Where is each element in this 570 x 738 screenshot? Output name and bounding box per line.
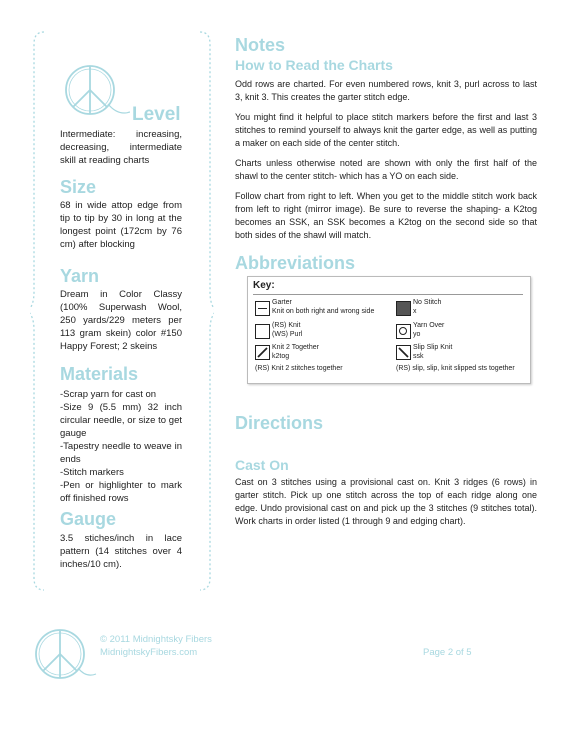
- size-heading: Size: [60, 177, 97, 197]
- materials-item: -Stitch markers: [60, 467, 124, 478]
- level-heading: Level: [132, 104, 181, 125]
- k2tog-abbr: k2tog: [272, 353, 290, 360]
- key-title: Key:: [253, 280, 275, 291]
- materials-list: [60, 388, 182, 505]
- materials-item: -Size 9 (5.5 mm) 32 inch circular needle, or size to get gauge: [60, 402, 182, 439]
- notes-heading: Notes: [235, 35, 286, 55]
- garter-label: Garter: [272, 299, 292, 306]
- materials-item: -Scrap yarn for cast on: [60, 389, 157, 400]
- yarn-over-label: Yarn Over: [413, 322, 445, 329]
- no-stitch-label: No Stitch: [413, 299, 442, 306]
- key-divider: [253, 294, 523, 295]
- no-stitch-symbol-icon: [396, 301, 411, 316]
- abbreviations-heading: Abbreviations: [235, 253, 356, 273]
- cast-on-heading: Cast On: [235, 457, 289, 473]
- knit-label: (RS) Knit: [272, 322, 301, 329]
- ssk-desc: (RS) slip, slip, knit slipped sts together: [396, 365, 515, 372]
- materials-heading: Materials: [60, 364, 139, 384]
- how-paragraph: Odd rows are charted. For even numbered rows, knit 3, purl across to last 3, knit 3. This creates the garter stitch edge.: [235, 79, 537, 102]
- k2tog-label: Knit 2 Together: [272, 344, 319, 351]
- yarn-over-abbr: yo: [413, 331, 421, 338]
- how-paragraph: You might find it helpful to place stitch markers before the first and last 3 stitches to remind yourself to always knit the garter edge, as well as putting a maker on each side of the center stitch.: [235, 112, 537, 148]
- ssk-symbol-icon: [396, 345, 411, 360]
- k2tog-desc: (RS) Knit 2 stitches together: [255, 365, 343, 372]
- garter-desc: Knit on both right and wrong side: [272, 308, 375, 315]
- garter-symbol-icon: [255, 301, 270, 316]
- gauge-text: 3.5 stiches/inch in lace pattern (14 stitches over 4 inches/10 cm).: [60, 533, 182, 570]
- no-stitch-abbr: x: [413, 308, 417, 315]
- gauge-heading: Gauge: [60, 509, 117, 529]
- how-to-read-heading: How to Read the Charts: [235, 57, 393, 73]
- footer-website-link[interactable]: MidnightskyFibers.com: [100, 647, 198, 658]
- yarn-over-symbol-icon: [396, 324, 411, 339]
- materials-item: -Tapestry needle to weave in ends: [60, 441, 182, 465]
- yarn-heading: Yarn: [60, 266, 100, 286]
- peace-sign-logo-icon: [58, 60, 130, 120]
- yarn-text: Dream in Color Classy (100% Superwash Wool, 250 yards/229 meters per 113 gram skein) color #150 Happy Forest; 2 skeins: [60, 289, 182, 352]
- how-paragraph: Charts unless otherwise noted are shown with only the first half of the shawl to the center stitch- which has a YO on each side.: [235, 158, 537, 181]
- materials-item: -Pen or highlighter to mark off finished rows: [60, 480, 182, 504]
- ssk-label: Slip Slip Knit: [413, 344, 453, 351]
- knit-symbol-icon: [255, 324, 270, 339]
- footer-copyright: © 2011 Midnightsky Fibers: [100, 634, 212, 645]
- how-paragraph: Follow chart from right to left. When you get to the middle stitch work back from left to right (mirror image). Be sure to reverse the shaping- a K2tog becomes an SSK, an SSK becomes a K2tog on the second side so that both sides of the shawl will match.: [235, 191, 537, 240]
- directions-heading: Directions: [235, 413, 324, 433]
- ssk-abbr: ssk: [413, 353, 424, 360]
- purl-label: (WS) Purl: [272, 331, 303, 338]
- footer-peace-sign-icon: [28, 624, 98, 686]
- k2tog-symbol-icon: [255, 345, 270, 360]
- page-number: Page 2 of 5: [423, 647, 472, 658]
- size-text: 68 in wide attop edge from tip to tip by 30 in long at the longest point (172cm by 76 cm) after blocking: [60, 200, 182, 250]
- cast-on-text: Cast on 3 stitches using a provisional cast on. Knit 3 ridges (6 rows) in garter stitch. Pick up one stitch across the top of each ridge along one edge. Undo provisional cast on and pick up the 3 stitches (9 stitches total). Work charts in order listed (1 through 9 and edging chart).: [235, 477, 537, 526]
- chart-key-box: [247, 276, 531, 384]
- level-text: Intermediate: increasing, decreasing, intermediate skill at reading charts: [60, 129, 182, 166]
